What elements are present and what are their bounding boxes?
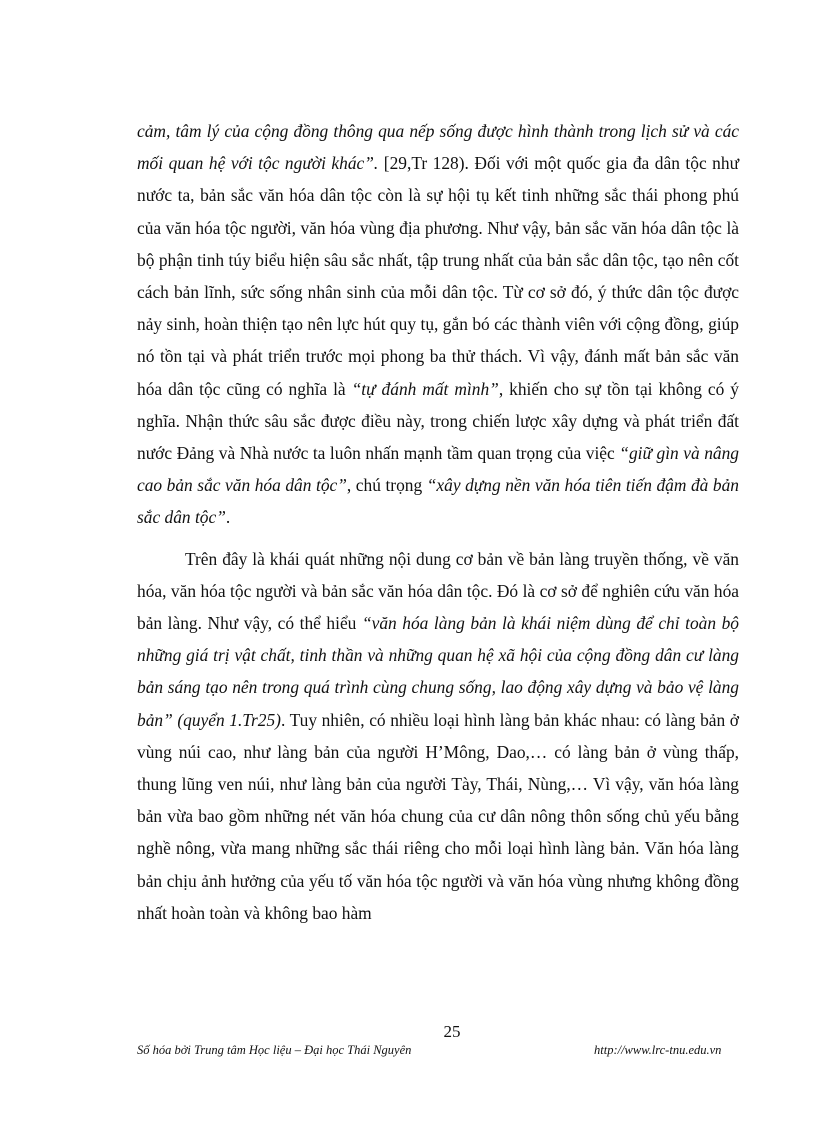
text-segment: Trên đây là khái quát những nội dung cơ bản về bản làng truyền thống, về văn hóa, văn hóa tộc người và bản sắc văn hóa dân tộc. Đó là cơ sở để nghiên cứu văn hóa bản làng. Như vậy, có thể hiểu	[137, 548, 739, 634]
italic-quote: cảm, tâm lý của cộng đồng thông qua nếp sống được hình thành trong lịch sử và các mối quan hệ với tộc người khác”.	[137, 121, 739, 174]
text-segment: . Tuy nhiên, có nhiều loại hình làng bản khác nhau: có làng bản ở vùng núi cao, như làng bản của người H’Mông, Dao,… có làng bản ở vùng thấp, thung lũng ven núi, như làng bản của người Tày, Thái, Nùng,… Vì vậy, văn hóa làng bản vừa bao gồm những nét văn hóa chung của cư dân nông thôn sống chủ yếu bằng nghề nông, vừa mang những sắc thái riêng cho mỗi loại hình làng bản. Văn hóa làng bản chịu ảnh hưởng của yếu tố văn hóa tộc người và văn hóa vùng nhưng không đồng nhất hoàn toàn và không bao hàm	[137, 709, 739, 923]
paragraph	[137, 543, 739, 929]
page-number: 25	[443, 1022, 461, 1041]
paragraph	[137, 115, 739, 534]
footer-source: Số hóa bởi Trung tâm Học liệu – Đại học Thái Nguyên	[137, 1043, 412, 1057]
body-text	[137, 115, 739, 929]
italic-quote: “tự đánh mất mình”	[351, 378, 499, 399]
italic-quote: “xây dựng nền văn hóa tiên tiến đậm đà bản sắc dân tộc”	[137, 475, 739, 528]
text-segment: .	[225, 507, 231, 528]
text-segment: , khiến cho sự tồn tại không có ý nghĩa. Nhận thức sâu sắc được điều này, trong chiến lược xây dựng và phát triển đất nước Đảng và Nhà nước ta luôn nhấn mạnh tầm quan trọng của việc	[137, 378, 739, 464]
text-segment: , chú trọng	[346, 475, 427, 496]
footer-url: http://www.lrc-tnu.edu.vn	[594, 1043, 722, 1057]
italic-quote: “giữ gìn và nâng cao bản sắc văn hóa dân tộc”	[137, 443, 739, 496]
italic-quote: “văn hóa làng bản là khái niệm dùng để chỉ toàn bộ những giá trị vật chất, tinh thần và những quan hệ xã hội của cộng đồng dân cư làng bản sáng tạo nên trong quá trình cùng chung sống, lao động xây dựng và bảo vệ làng bản” (quyển 1.Tr25)	[137, 613, 739, 730]
text-segment: [29,Tr 128). Đối với một quốc gia đa dân tộc như nước ta, bản sắc văn hóa dân tộc còn là sự hội tụ kết tinh những sắc thái phong phú của văn hóa tộc người, văn hóa vùng địa phương. Như vậy, bản sắc văn hóa dân tộc là bộ phận tinh túy biểu hiện sâu sắc nhất, tập trung nhất của bản sắc dân tộc, tạo nên cốt cách bản lĩnh, sức sống nhân sinh của mỗi dân tộc. Từ cơ sở đó, ý thức dân tộc được nảy sinh, hoàn thiện tạo nên lực hút quy tụ, gắn bó các thành viên với cộng đồng, giúp nó tồn tại và phát triển trước mọi phong ba thử thách. Vì vậy, đánh mất bản sắc văn hóa dân tộc cũng có nghĩa là	[137, 153, 739, 399]
